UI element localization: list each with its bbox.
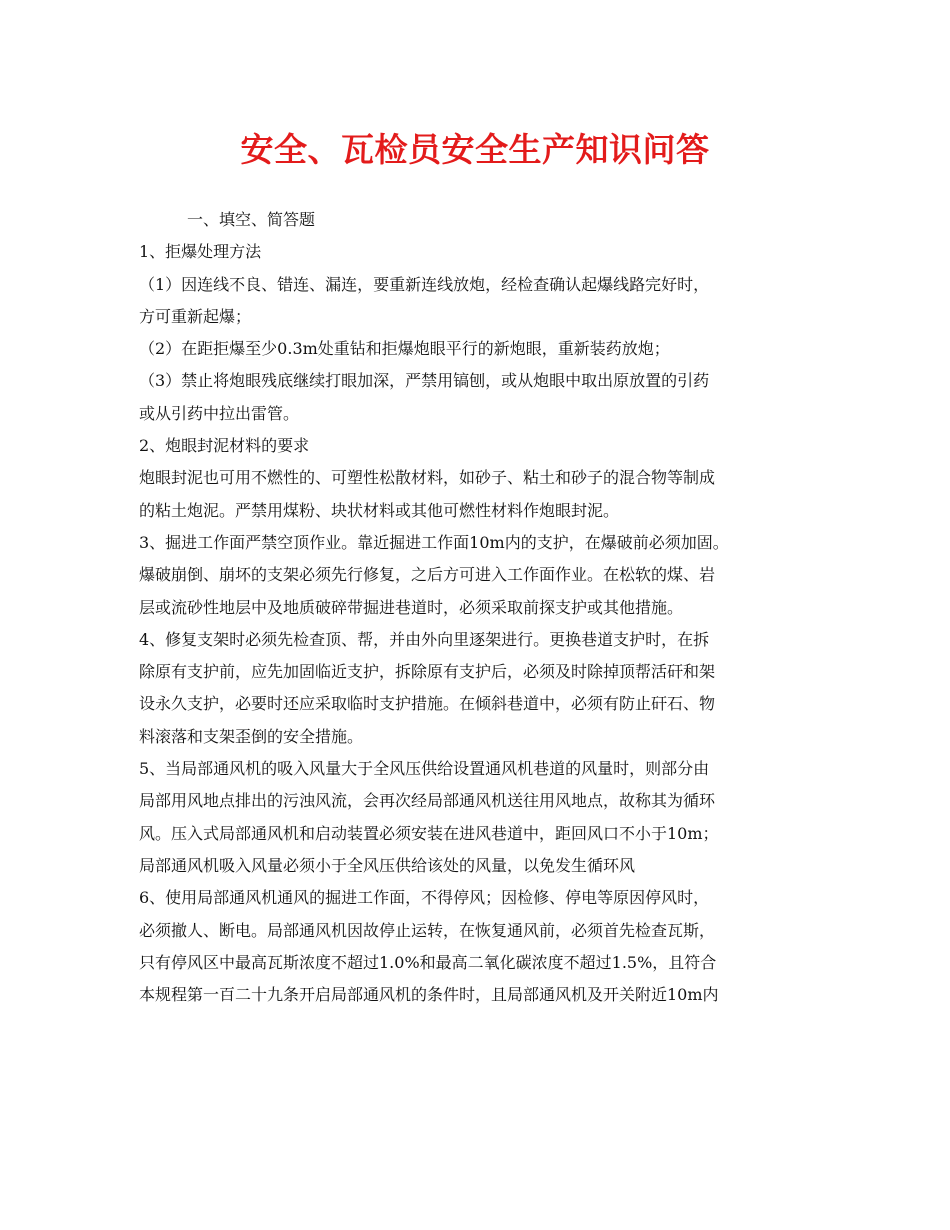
paragraph-line: 必须撤人、断电。局部通风机因故停止运转，在恢复通风前，必须首先检查瓦斯， [139, 920, 716, 940]
paragraph-line: （2）在距拒爆至少0.3m处重钻和拒爆炮眼平行的新炮眼，重新装药放炮； [139, 339, 670, 359]
document-title: 安全、瓦检员安全生产知识问答 [240, 130, 710, 169]
paragraph-line: 设永久支护，必要时还应采取临时支护措施。在倾斜巷道中，必须有防止矸石、物 [139, 694, 716, 714]
paragraph-line: 局部用风地点排出的污浊风流，会再次经局部通风机送往用风地点，故称其为循环 [139, 791, 716, 811]
section-heading: 一、填空、简答题 [187, 210, 316, 229]
paragraph-line: 层或流砂性地层中及地质破碎带掘进巷道时，必须采取前探支护或其他措施。 [139, 597, 684, 617]
document-body [139, 204, 829, 1011]
paragraph-line: 本规程第一百二十九条开启局部通风机的条件时，且局部通风机及开关附近10m内 [139, 985, 719, 1005]
paragraph-line: 4、修复支架时必须先检查顶、帮，并由外向里逐架进行。更换巷道支护时，在拆 [139, 629, 710, 649]
paragraph-line: 爆破崩倒、崩坏的支架必须先行修复，之后方可进入工作面作业。在松软的煤、岩 [139, 565, 716, 585]
question-heading: 1、拒爆处理方法 [139, 242, 262, 262]
paragraph-line: （3）禁止将炮眼残底继续打眼加深，严禁用镐刨，或从炮眼中取出原放置的引药 [139, 371, 710, 391]
paragraph-line: 的粘土炮泥。严禁用煤粉、块状材料或其他可燃性材料作炮眼封泥。 [139, 500, 620, 520]
paragraph-line: 除原有支护前，应先加固临近支护，拆除原有支护后，必须及时除掉顶帮活矸和架 [139, 662, 716, 682]
paragraph-line: 方可重新起爆； [139, 306, 252, 326]
paragraph-line: （1）因连线不良、错连、漏连，要重新连线放炮，经检查确认起爆线路完好时， [139, 274, 710, 294]
paragraph-line: 6、使用局部通风机通风的掘进工作面，不得停风；因检修、停电等原因停风时， [139, 888, 710, 908]
paragraph-line: 5、当局部通风机的吸入风量大于全风压供给设置通风机巷道的风量时，则部分由 [139, 759, 710, 779]
paragraph-line: 炮眼封泥也可用不燃性的、可塑性松散材料，如砂子、粘土和砂子的混合物等制成 [139, 468, 716, 488]
paragraph-line: 3、掘进工作面严禁空顶作业。靠近掘进工作面10m内的支护，在爆破前必须加固。 [139, 532, 729, 552]
paragraph-line: 只有停风区中最高瓦斯浓度不超过1.0%和最高二氧化碳浓度不超过1.5%，且符合 [139, 952, 717, 972]
question-heading: 2、炮眼封泥材料的要求 [139, 436, 310, 456]
paragraph-line: 风。压入式局部通风机和启动装置必须安装在进风巷道中，距回风口不小于10m； [139, 823, 719, 843]
paragraph-line: 局部通风机吸入风量必须小于全风压供给该处的风量，以免发生循环风 [139, 855, 636, 875]
paragraph-line: 料滚落和支架歪倒的安全措施。 [139, 726, 364, 746]
paragraph-line: 或从引药中拉出雷管。 [139, 403, 300, 423]
